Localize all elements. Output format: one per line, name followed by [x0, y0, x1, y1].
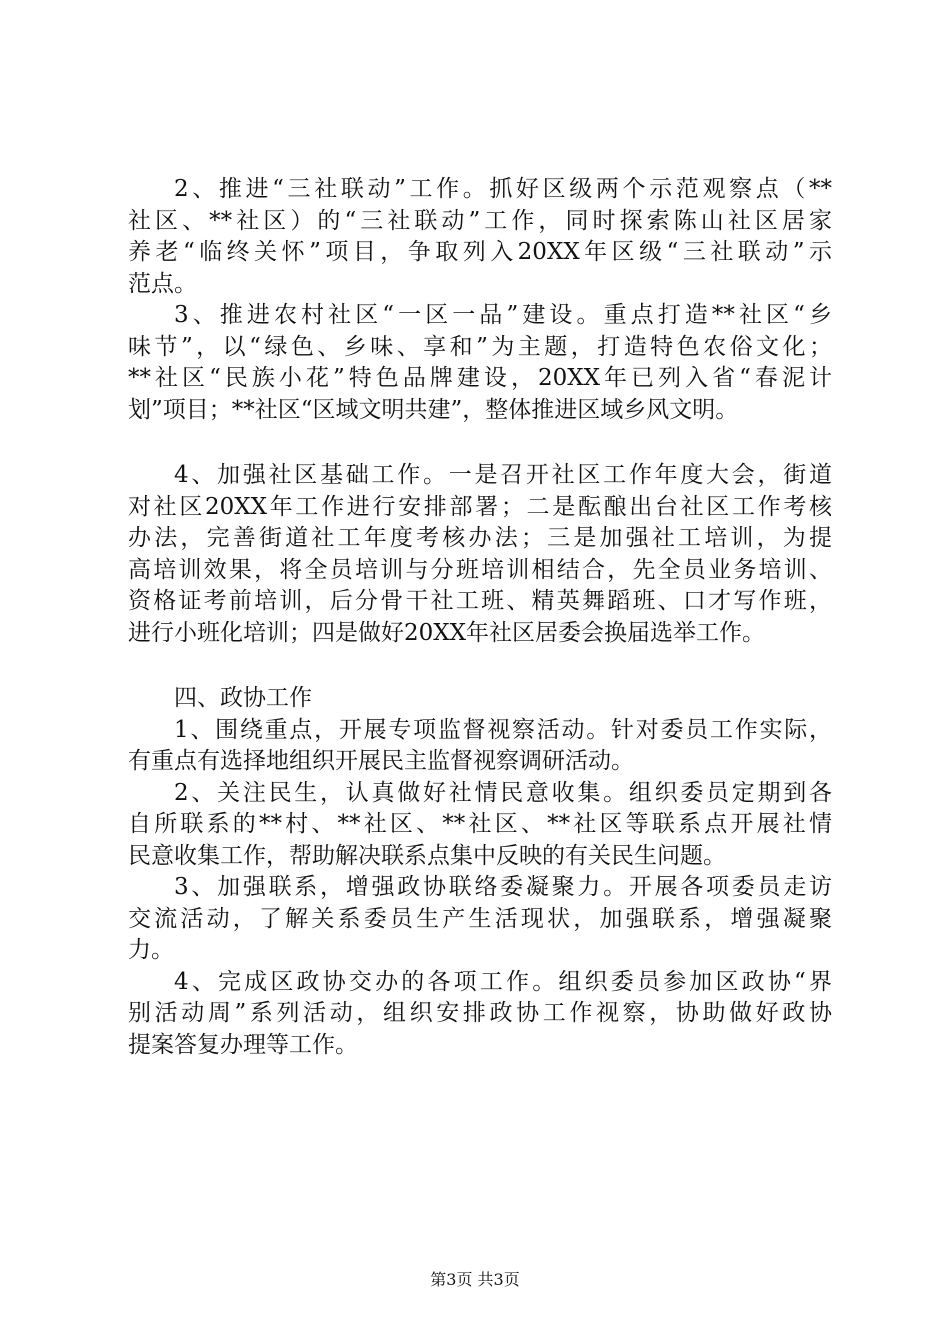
- page-number-footer: 第3页 共3页: [430, 1270, 520, 1289]
- text-line: 民意收集工作，帮助解决联系点集中反映的有关民生问题。: [128, 842, 726, 869]
- text-line: 1、围绕重点，开展专项监督视察活动。针对委员工作实际，: [174, 716, 832, 743]
- paragraph-public-opinion: [128, 778, 832, 873]
- paragraph-rural-community: [128, 300, 832, 426]
- paragraph-liaison: [128, 872, 832, 967]
- text-line: 养老“临终关怀”项目，争取列入20XX年区级“三社联动”示: [128, 239, 832, 265]
- text-line: 3、推进农村社区“一区一品”建设。重点打造**社区“乡: [174, 302, 832, 328]
- text-line: 4、完成区政协交办的各项工作。组织委员参加区政协“界: [174, 968, 832, 995]
- text-line: 社区、**社区）的“三社联动”工作，同时探索陈山社区居家: [128, 207, 832, 234]
- text-line: 有重点有选择地组织开展民主监督视察调研活动。: [128, 748, 634, 774]
- text-line: 2、关注民生，认真做好社情民意收集。组织委员定期到各: [174, 779, 832, 806]
- text-line: 提案答复办理等工作。: [128, 1031, 358, 1058]
- text-line: 力。: [128, 937, 174, 963]
- text-line: 资格证考前培训，后分骨干社工班、精英舞蹈班、口才写作班，: [128, 588, 832, 614]
- text-line: 交流活动，了解关系委员生产生活现状，加强联系，增强凝聚: [128, 905, 832, 932]
- paragraph-assigned-tasks: [128, 967, 832, 1062]
- document-body: [128, 174, 832, 1061]
- section-heading-cppcc-work: [128, 683, 832, 715]
- text-line: 办法，完善街道社工年度考核办法；三是加强社工培训，为提: [128, 525, 832, 551]
- text-line: 4、加强社区基础工作。一是召开社区工作年度大会，街道: [174, 462, 832, 488]
- text-line: 对社区20XX年工作进行安排部署；二是酝酿出台社区工作考核: [128, 493, 832, 520]
- text-line: 2、推进“三社联动”工作。抓好区级两个示范观察点（**: [174, 176, 832, 202]
- text-line: 进行小班化培训；四是做好20XX年社区居委会换届选举工作。: [128, 619, 766, 646]
- paragraph-supervision: [128, 715, 832, 778]
- paragraph-three-community-linkage: [128, 174, 832, 300]
- paragraph-community-basics: [128, 460, 832, 649]
- text-line: 范点。: [128, 270, 197, 297]
- section-heading: 四、政协工作: [174, 685, 312, 711]
- text-line: 3、加强联系，增强政协联络委凝聚力。开展各项委员走访: [174, 874, 832, 900]
- text-line: 划”项目；**社区“区域文明共建”，整体推进区域乡风文明。: [128, 396, 739, 423]
- text-line: 味节”，以“绿色、乡味、享和”为主题，打造特色农俗文化；: [128, 333, 832, 360]
- text-line: 高培训效果，将全员培训与分班培训相结合，先全员业务培训、: [128, 556, 832, 583]
- text-line: 自所联系的**村、**社区、**社区、**社区等联系点开展社情: [128, 811, 832, 837]
- text-line: **社区“民族小花”特色品牌建设，20XX年已列入省“春泥计: [128, 365, 832, 391]
- text-line: 别活动周”系列活动，组织安排政协工作视察，协助做好政协: [128, 1000, 832, 1026]
